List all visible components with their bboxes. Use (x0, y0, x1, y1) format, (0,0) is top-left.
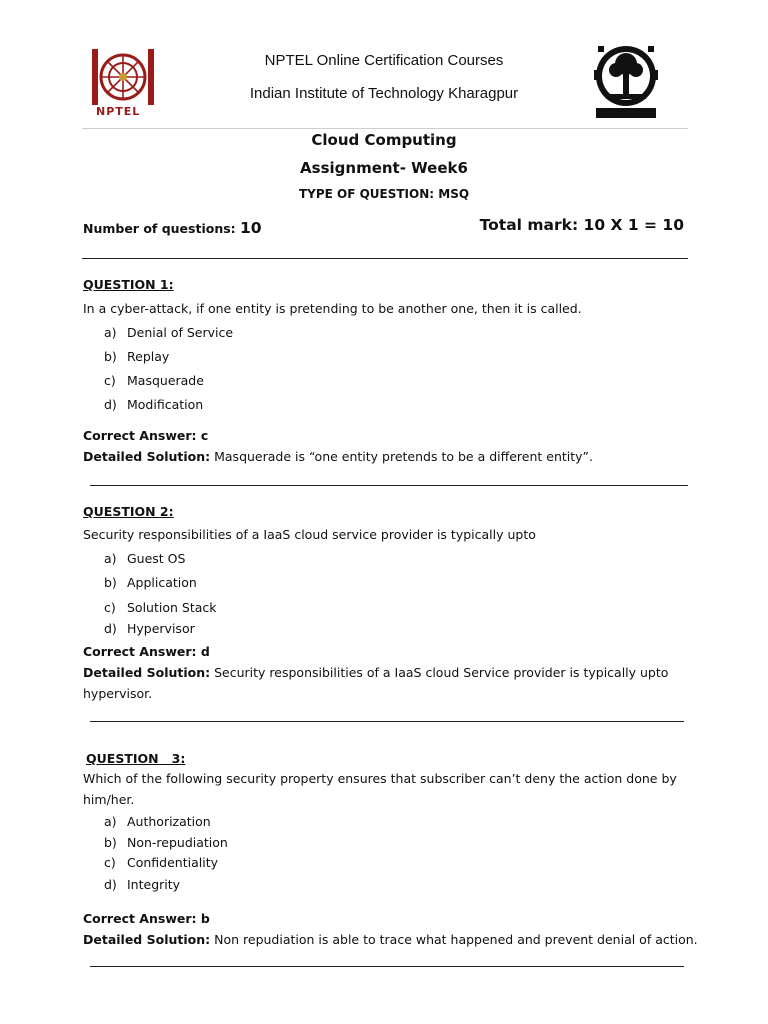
question-type: TYPE OF QUESTION: MSQ (298, 187, 470, 201)
option-letter: c) (104, 373, 116, 388)
option-letter: b) (104, 349, 117, 364)
header-divider (82, 128, 688, 129)
header-line-1: NPTEL Online Certification Courses (264, 52, 504, 69)
question-3-option-d (104, 877, 180, 892)
question-3-option-b (104, 835, 228, 850)
question-2-option-a (104, 551, 185, 566)
option-letter: d) (104, 397, 117, 412)
solution-text: Security responsibilities of a IaaS cloud Service provider is typically upto (210, 665, 669, 680)
question-3-solution (83, 932, 698, 947)
option-text: Solution Stack (127, 600, 217, 615)
solution-text: Masquerade is “one entity pretends to be a different entity”. (210, 449, 594, 464)
nptel-logo-text: NPTEL (96, 105, 141, 118)
question-1-option-b (104, 349, 169, 364)
option-letter: d) (104, 621, 117, 636)
question-1-option-c (104, 373, 204, 388)
question-3-text-cont: him/her. (83, 792, 135, 807)
question-2-text: Security responsibilities of a IaaS cloud service provider is typically upto (83, 527, 536, 542)
question-3-heading: QUESTION 3: (86, 751, 186, 766)
solution-label: Detailed Solution: (83, 932, 211, 947)
question-2-option-c (104, 600, 217, 615)
question-1-answer: Correct Answer: c (83, 428, 209, 443)
question-3-divider (90, 966, 684, 967)
iit-kharagpur-crest-icon (592, 40, 660, 120)
option-letter: b) (104, 575, 117, 590)
option-text: Non-repudiation (127, 835, 228, 850)
question-1-divider (90, 485, 688, 486)
option-text: Denial of Service (127, 325, 234, 340)
question-2-solution-cont: hypervisor. (83, 686, 153, 701)
option-text: Replay (127, 349, 170, 364)
number-of-questions-value: 10 (240, 219, 262, 237)
question-2-option-b (104, 575, 197, 590)
question-3-answer: Correct Answer: b (83, 911, 210, 926)
option-text: Integrity (127, 877, 181, 892)
option-text: Masquerade (127, 373, 204, 388)
question-2-heading: QUESTION 2: (83, 504, 174, 519)
question-2-solution (83, 665, 668, 680)
option-text: Guest OS (127, 551, 186, 566)
option-letter: a) (104, 814, 117, 829)
solution-label: Detailed Solution: (83, 665, 211, 680)
summary-divider (82, 258, 688, 259)
total-mark: Total mark: 10 X 1 = 10 (479, 216, 684, 234)
question-1-text: In a cyber-attack, if one entity is pretending to be another one, then it is called. (83, 301, 582, 316)
option-letter: d) (104, 877, 117, 892)
option-text: Confidentiality (127, 855, 218, 870)
header-line-2: Indian Institute of Technology Kharagpur (249, 85, 519, 102)
question-2-answer: Correct Answer: d (83, 644, 210, 659)
number-of-questions (83, 219, 262, 237)
question-1-solution (83, 449, 593, 464)
question-1-option-a (104, 325, 233, 340)
solution-label: Detailed Solution: (83, 449, 211, 464)
option-letter: b) (104, 835, 117, 850)
question-3-option-a (104, 814, 211, 829)
option-letter: a) (104, 325, 117, 340)
option-text: Authorization (127, 814, 211, 829)
option-letter: a) (104, 551, 117, 566)
question-3-option-c (104, 855, 218, 870)
number-of-questions-label: Number of questions: (83, 221, 241, 236)
question-3-text: Which of the following security property ensures that subscriber can’t deny the action done by (83, 771, 677, 786)
question-1-option-d (104, 397, 203, 412)
option-text: Modification (127, 397, 204, 412)
question-2-option-d (104, 621, 195, 636)
solution-text: Non repudiation is able to trace what happened and prevent denial of action. (210, 932, 698, 947)
option-text: Application (127, 575, 197, 590)
question-1-heading: QUESTION 1: (83, 277, 174, 292)
assignment-title: Assignment- Week6 (300, 159, 468, 177)
option-letter: c) (104, 855, 116, 870)
option-text: Hypervisor (127, 621, 195, 636)
question-2-divider (90, 721, 684, 722)
option-letter: c) (104, 600, 116, 615)
course-title: Cloud Computing (311, 131, 457, 149)
